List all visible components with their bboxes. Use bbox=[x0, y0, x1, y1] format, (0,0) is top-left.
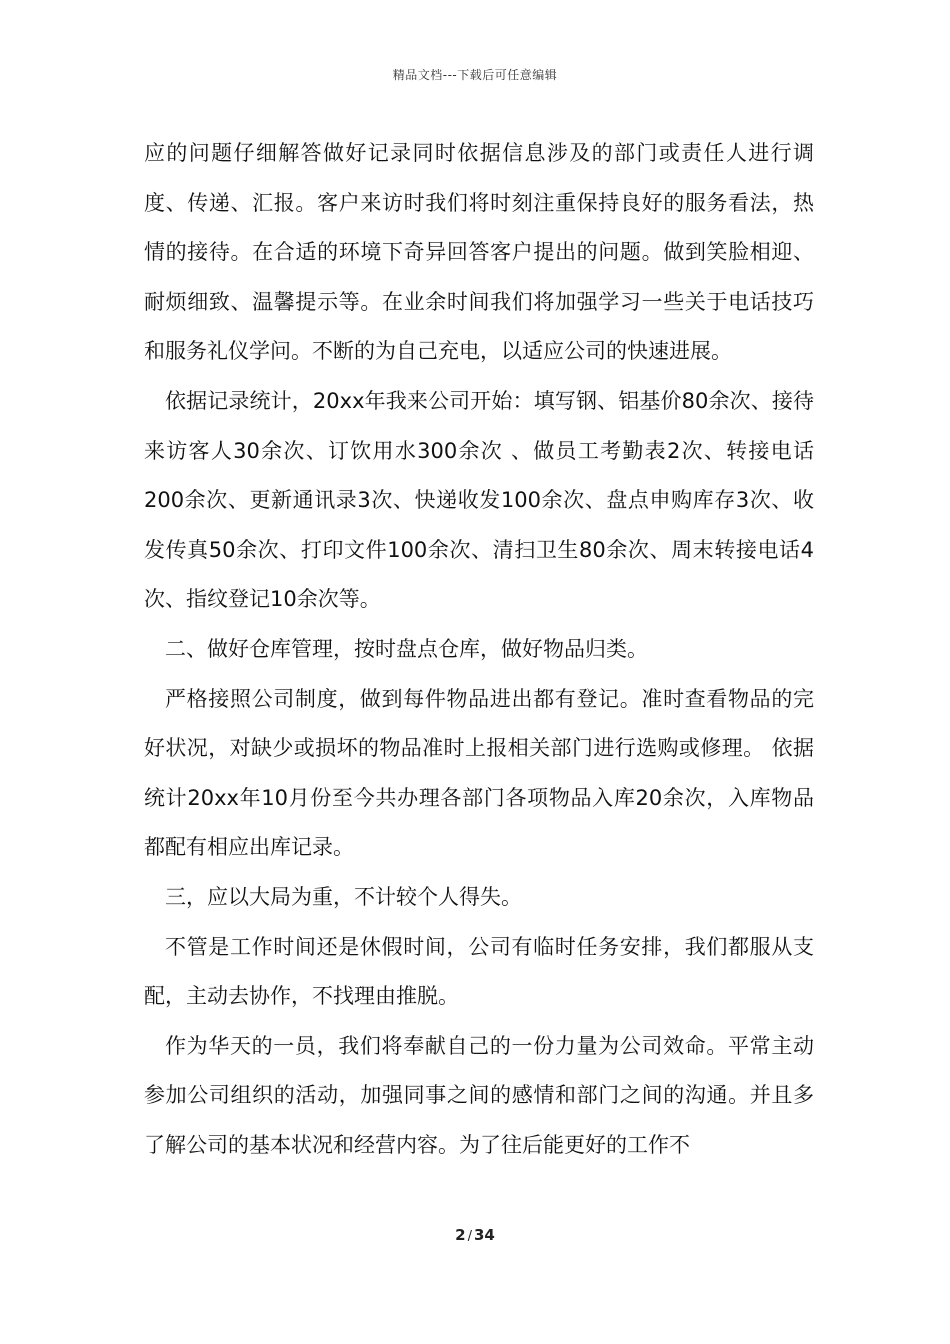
total-pages: 34 bbox=[473, 1226, 495, 1244]
paragraph-7: 作为华天的一员，我们将奉献自己的一份力量为公司效命。平常主动参加公司组织的活动，加强同事之间的感情和部门之间的沟通。并且多了解公司的基本状况和经营内容。为了往后能更好的工作不 bbox=[144, 1033, 814, 1157]
paragraph-6: 不管是工作时间还是休假时间，公司有临时任务安排，我们都服从支配，主动去协作，不找理由推脱。 bbox=[144, 934, 814, 1009]
page-header: 精品文档---下载后可任意编辑 bbox=[392, 68, 558, 82]
paragraph-4: 严格接照公司制度，做到每件物品进出都有登记。准时查看物品的完好状况，对缺少或损坏的物品准时上报相关部门进行选购或修理。 依据统计20xx年10月份至今共办理各部门各项物品入库20余次，入库物品都配有相应出库记录。 bbox=[144, 686, 814, 860]
section-heading-2: 二、做好仓库管理，按时盘点仓库，做好物品归类。 bbox=[165, 636, 648, 661]
page-number bbox=[0, 1226, 950, 1244]
paragraph-1: 应的问题仔细解答做好记录同时依据信息涉及的部门或责任人进行调度、传递、汇报。客户来访时我们将时刻注重保持良好的服务看法，热情的接待。在合适的环境下奇异回答客户提出的问题。做到笑脸相迎、耐烦细致、温馨提示等。在业余时间我们将加强学习一些关于电话技巧和服务礼仪学问。不断的为自己充电，以适应公司的快速进展。 bbox=[144, 141, 814, 364]
document-body bbox=[144, 129, 814, 1170]
current-page-number: 2 bbox=[455, 1226, 466, 1244]
page-separator: / bbox=[467, 1229, 472, 1244]
paragraph-2: 依据记录统计，20xx年我来公司开始：填写钢、铝基价80余次、接待来访客人30余次、订饮用水300余次 、做员工考勤表2次、转接电话200余次、更新通讯录3次、快递收发100余次、盘点申购库存3次、收发传真50余次、打印文件100余次、清扫卫生80余次、周末转接电话4次、指纹登记10余次等。 bbox=[144, 388, 814, 612]
section-heading-3: 三，应以大局为重，不计较个人得失。 bbox=[165, 884, 522, 909]
